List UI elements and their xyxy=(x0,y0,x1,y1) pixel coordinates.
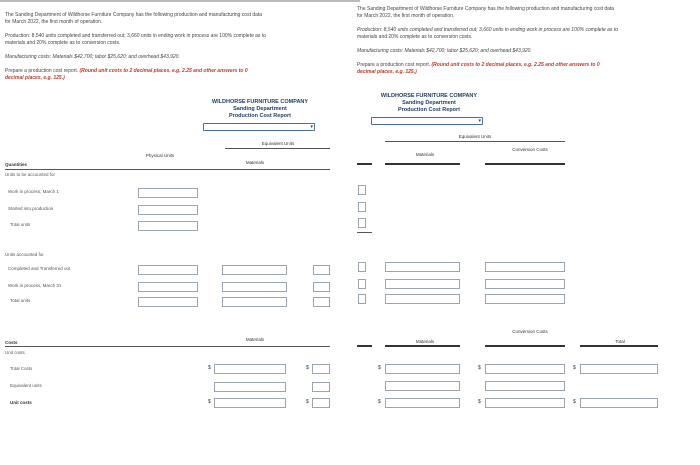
dollar-sign: $ xyxy=(378,399,381,405)
r-cost-divider-a xyxy=(357,345,372,347)
col-materials: Materials xyxy=(245,160,265,165)
total-units-conversion-input[interactable] xyxy=(313,297,330,307)
unit-costs-conversion-input[interactable] xyxy=(312,398,330,408)
dollar-sign: $ xyxy=(306,365,309,371)
wip-march1-label: Work in process, March 1 xyxy=(8,189,59,194)
r-completed-conversion-input[interactable] xyxy=(485,262,565,272)
r-costs-col-total: Total xyxy=(615,339,625,344)
equiv-units-materials-input[interactable] xyxy=(214,382,286,392)
r-production-line-2: materials and 20% complete as to conversion costs. xyxy=(357,34,473,40)
r-intro-line-2: for March 2022, the first month of operation. xyxy=(357,13,455,19)
r-unit-costs-materials-input[interactable] xyxy=(385,398,460,408)
intro-line-1: The Sanding Department of Wildhorse Furniture Company has the following production and manufacturing cost data xyxy=(5,12,263,18)
wip-march31-materials-input[interactable] xyxy=(222,282,287,292)
started-input[interactable] xyxy=(138,205,198,215)
intro-line-2: for March 2022, the first month of operation. xyxy=(5,19,103,25)
costs-underline xyxy=(5,346,330,347)
r-total-conversion-input[interactable] xyxy=(485,294,565,304)
r-total-underline xyxy=(357,232,372,233)
r-equiv-units-conversion-input[interactable] xyxy=(485,381,565,391)
dollar-sign: $ xyxy=(573,399,576,405)
r-started-input[interactable] xyxy=(358,202,366,212)
total-units-input-1[interactable] xyxy=(138,221,198,231)
r-completed-materials-input[interactable] xyxy=(385,262,460,272)
r-cost-divider-d xyxy=(580,345,658,347)
quantities-underline xyxy=(5,169,330,170)
dollar-sign: $ xyxy=(478,399,481,405)
r-divider-a xyxy=(357,163,372,165)
top-divider xyxy=(0,0,360,2)
total-costs-materials-input[interactable] xyxy=(214,364,286,374)
dollar-sign: $ xyxy=(478,365,481,371)
report-header xyxy=(195,99,325,120)
department-name: Sanding Department xyxy=(233,106,287,112)
r-total-physical-input[interactable] xyxy=(358,294,366,304)
dollar-sign: $ xyxy=(378,365,381,371)
chevron-down-icon: ▾ xyxy=(478,118,481,124)
manufacturing-costs: Manufacturing costs: Materials $42,700; labor $25,620; and overhead $43,920. xyxy=(5,54,180,60)
r-wip-march31-conversion-input[interactable] xyxy=(485,279,565,289)
unit-costs-label: Unit costs xyxy=(10,400,32,405)
r-wip-march31-materials-input[interactable] xyxy=(385,279,460,289)
r-intro-line-1: The Sanding Department of Wildhorse Furniture Company has the following production and manufacturing cost data xyxy=(357,6,615,12)
r-total-costs-conversion-input[interactable] xyxy=(485,364,565,374)
r-department-name: Sanding Department xyxy=(402,100,456,106)
r-report-title: Production Cost Report xyxy=(397,107,461,113)
r-total-costs-materials-input[interactable] xyxy=(385,364,460,374)
r-cost-divider-b xyxy=(385,345,460,347)
unit-costs-materials-input[interactable] xyxy=(214,398,286,408)
equivalent-units-header: Equivalent Units xyxy=(261,141,295,146)
units-to-account-label: Units to be accounted for xyxy=(5,172,56,177)
r-unit-costs-conversion-input[interactable] xyxy=(485,398,565,408)
r-round-note: (Round unit costs to 2 decimal places, e.g. 2.25 and other answers to 0 xyxy=(431,62,600,68)
r-divider-c xyxy=(485,163,565,165)
production-line-1: Production: 8,540 units completed and transferred out; 3,660 units in ending work in process are 100% complete as to xyxy=(5,33,266,39)
r-total-costs-total-input[interactable] xyxy=(580,364,658,374)
wip-march31-label: Work in process, March 31 xyxy=(8,283,62,288)
r-eu-underline xyxy=(385,141,565,142)
dollar-sign: $ xyxy=(573,365,576,371)
chevron-down-icon: ▾ xyxy=(310,124,313,130)
round-note: (Round unit costs to 2 decimal places, e.g. 2.25 and other answers to 0 xyxy=(79,68,248,74)
wip-march1-input[interactable] xyxy=(138,188,198,198)
r-unit-costs-total-input[interactable] xyxy=(580,398,658,408)
completed-physical-input[interactable] xyxy=(138,265,198,275)
col-physical-units: Physical Units xyxy=(145,153,175,158)
r-period-select[interactable] xyxy=(371,117,483,125)
dollar-sign: $ xyxy=(306,399,309,405)
r-costs-col-materials: Materials xyxy=(415,339,435,344)
round-note-2: decimal places, e.g. 125.) xyxy=(5,75,65,81)
r-prepare-text: Prepare a production cost report. xyxy=(357,62,431,68)
equivalent-units-label: Equivalent units xyxy=(10,383,42,388)
total-units-label-1: Total units xyxy=(10,222,31,227)
r-total-materials-input[interactable] xyxy=(385,294,460,304)
r-col-materials: Materials xyxy=(415,152,435,157)
total-units-materials-input[interactable] xyxy=(222,297,287,307)
total-units-physical-input[interactable] xyxy=(138,297,198,307)
wip-march31-conversion-input[interactable] xyxy=(313,282,330,292)
r-equiv-units-materials-input[interactable] xyxy=(385,381,460,391)
eu-underline xyxy=(225,148,330,149)
r-report-header xyxy=(364,93,494,114)
started-label: Started into production xyxy=(8,206,54,211)
dollar-sign: $ xyxy=(208,365,211,371)
prepare-text: Prepare a production cost report. xyxy=(5,68,79,74)
r-equivalent-units-header: Equivalent Units xyxy=(458,134,492,139)
completed-conversion-input[interactable] xyxy=(313,265,330,275)
completed-materials-input[interactable] xyxy=(222,265,287,275)
r-wip-march1-input[interactable] xyxy=(358,185,366,195)
r-wip-march31-physical-input[interactable] xyxy=(358,279,366,289)
r-manufacturing-costs: Manufacturing costs: Materials $42,700; labor $25,620; and overhead $43,920. xyxy=(357,48,532,54)
costs-col-materials: Materials xyxy=(245,337,265,342)
r-costs-col-conversion: Conversion Costs xyxy=(512,329,548,334)
r-total-units-input[interactable] xyxy=(358,218,366,228)
completed-label: Completed and Transferred out xyxy=(8,266,71,271)
unit-costs-header: Unit costs xyxy=(5,350,25,355)
costs-label: Costs xyxy=(5,340,18,345)
equiv-units-conversion-input[interactable] xyxy=(312,382,330,392)
wip-march31-physical-input[interactable] xyxy=(138,282,198,292)
dollar-sign: $ xyxy=(208,399,211,405)
report-title: Production Cost Report xyxy=(228,113,292,119)
r-divider-b xyxy=(385,163,460,165)
prepare-instruction xyxy=(5,68,248,75)
r-company-name: WILDHORSE FURNITURE COMPANY xyxy=(380,93,478,99)
total-costs-conversion-input[interactable] xyxy=(312,364,330,374)
r-cost-divider-c xyxy=(485,345,565,347)
r-round-note-2: decimal places, e.g. 125.) xyxy=(357,69,417,75)
units-accounted-label: Units accounted for xyxy=(5,252,44,257)
total-costs-label: Total Costs xyxy=(10,366,33,371)
r-prepare-instruction xyxy=(357,62,600,69)
period-select[interactable] xyxy=(203,123,315,131)
total-units-label-2: Total units xyxy=(10,298,31,303)
production-line-2: materials and 20% complete as to conversion costs. xyxy=(5,40,121,46)
company-name: WILDHORSE FURNITURE COMPANY xyxy=(211,99,309,105)
r-col-conversion: Conversion Costs xyxy=(512,147,548,152)
r-production-line-1: Production: 8,540 units completed and transferred out; 3,660 units in ending work in process are 100% complete as to xyxy=(357,27,618,33)
quantities-label: Quantities xyxy=(5,162,28,167)
r-completed-physical-input[interactable] xyxy=(358,262,366,272)
